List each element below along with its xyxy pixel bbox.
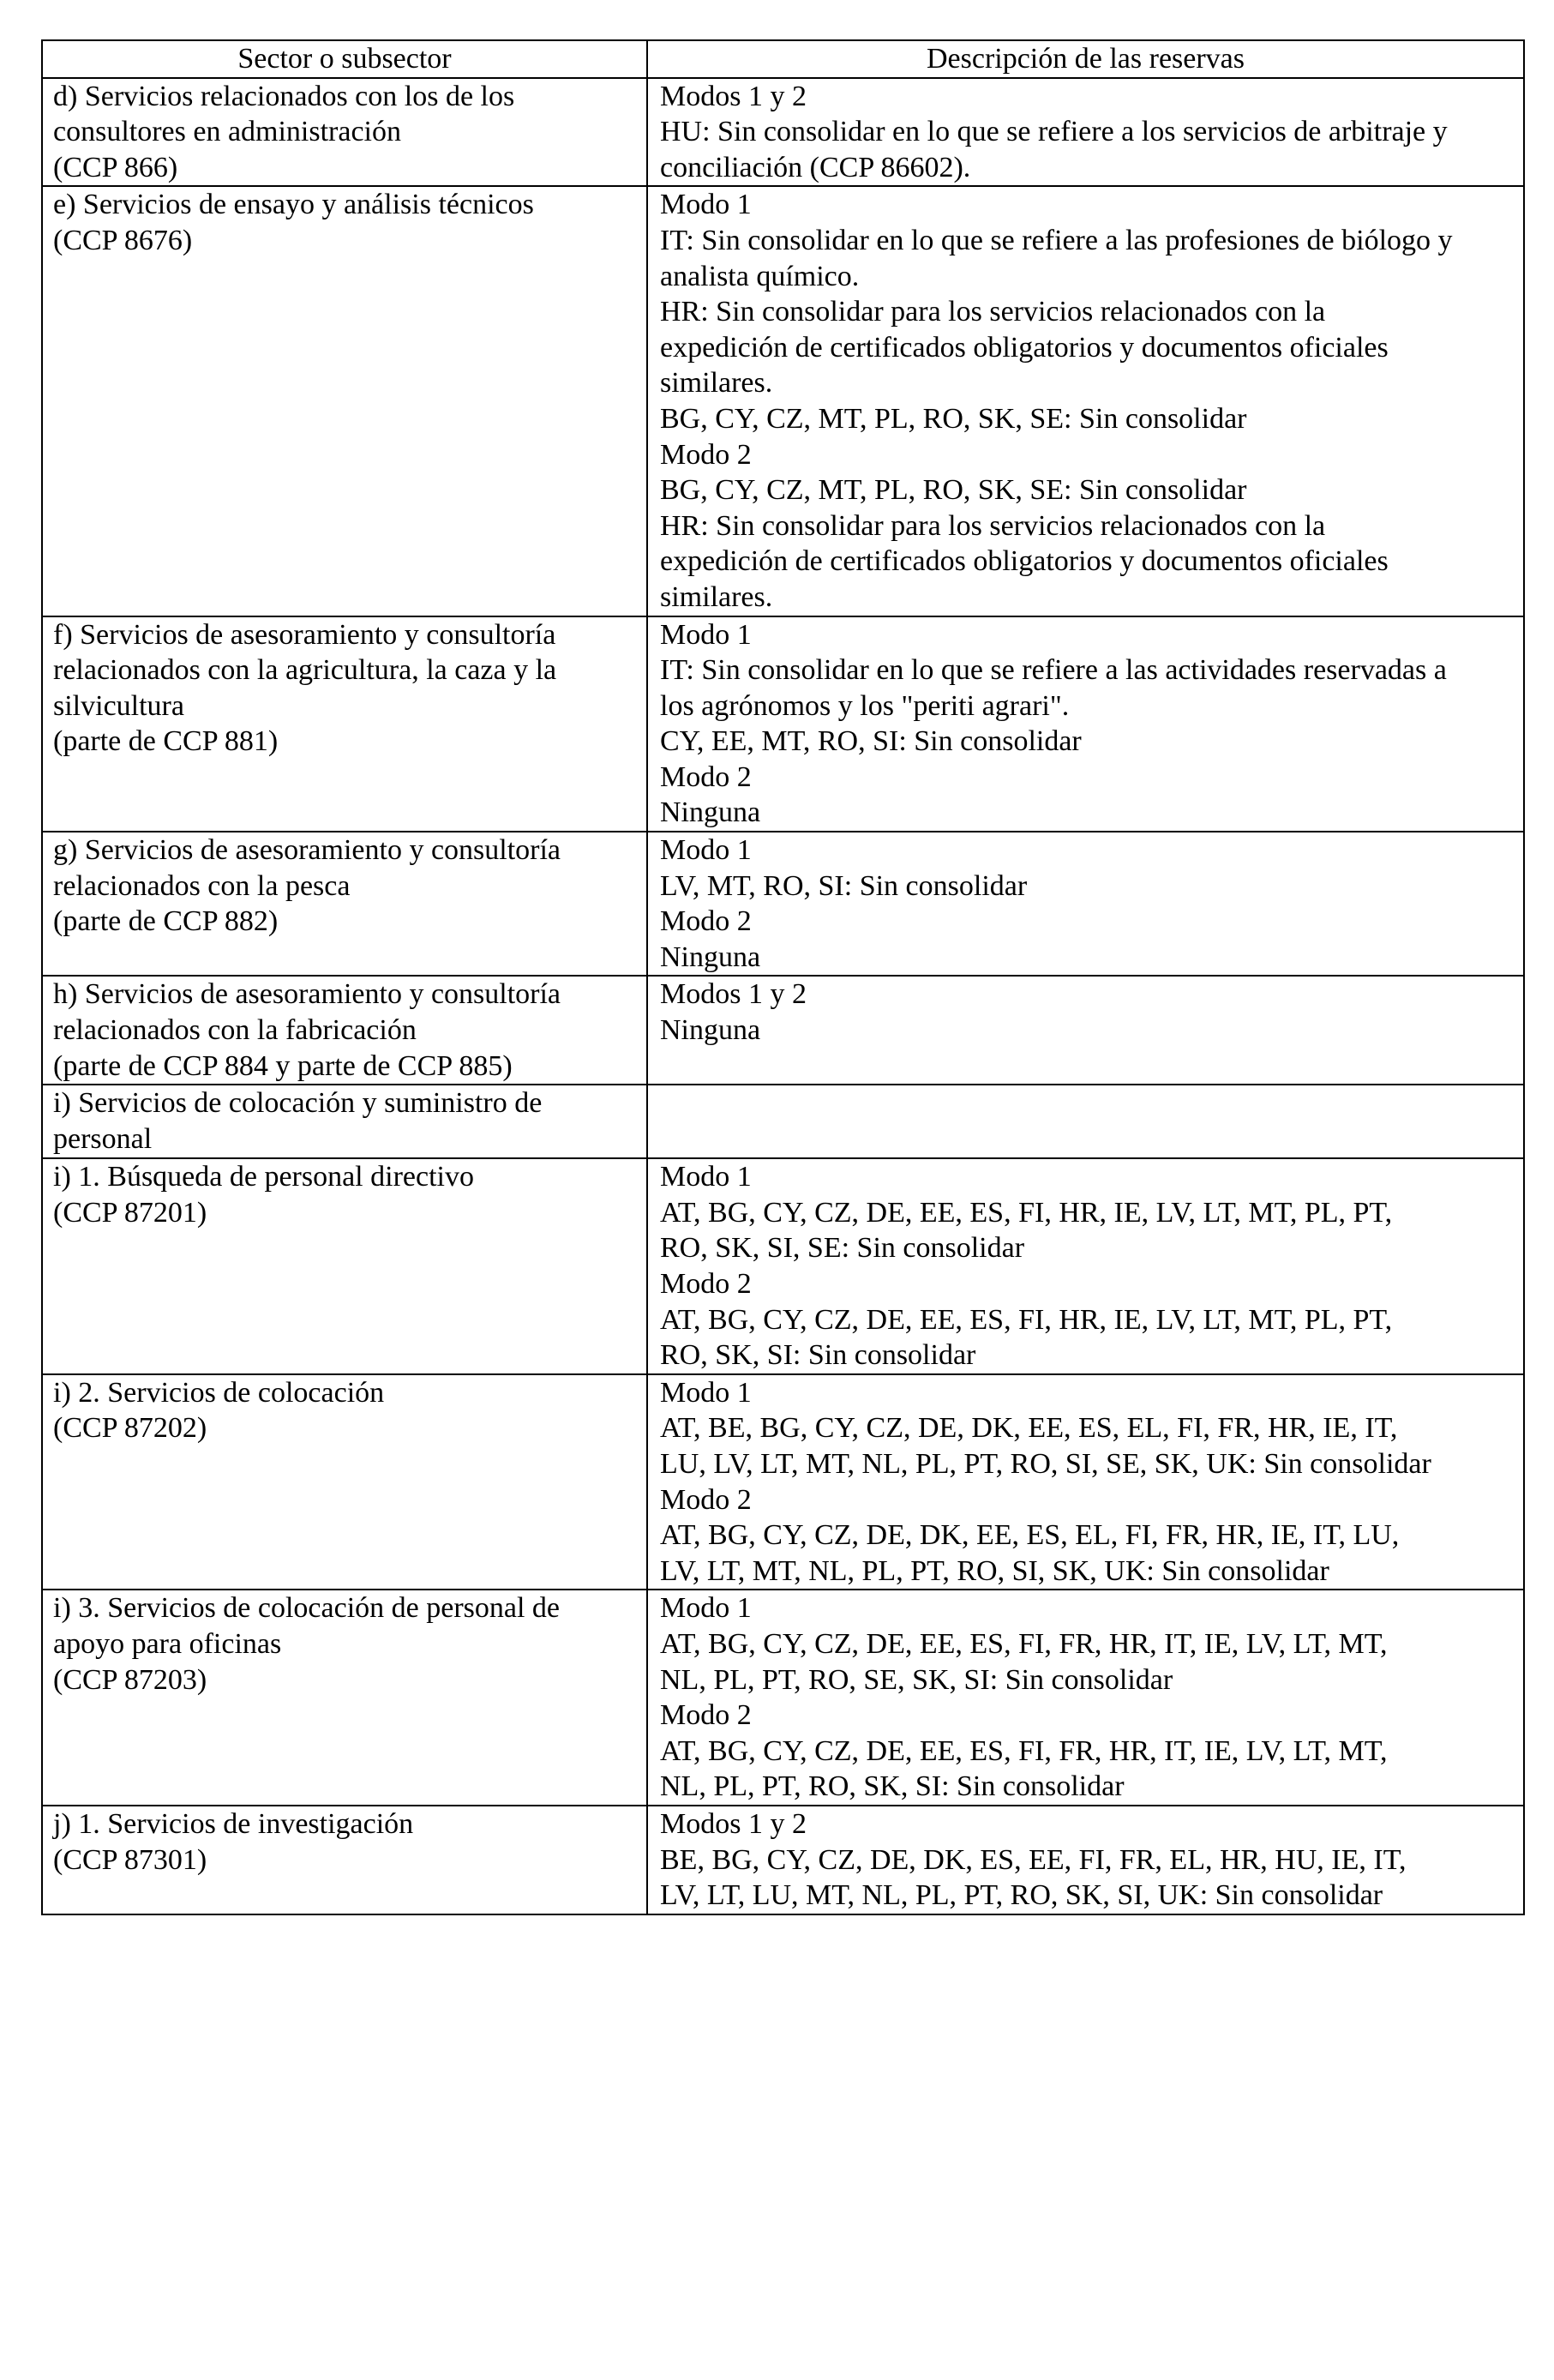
description-line: Modo 2 [660,905,752,938]
description-line: AT, BG, CY, CZ, DE, EE, ES, FI, FR, HR, IT, IE, LV, LT, MT, [660,1627,1388,1660]
table-row [42,1590,1524,1806]
description-line: AT, BG, CY, CZ, DE, EE, ES, FI, FR, HR, IT, IE, LV, LT, MT, [660,1734,1388,1767]
sector-line: i) 1. Búsqueda de personal directivo [53,1161,474,1193]
description-line: IT: Sin consolidar en lo que se refiere a las actividades reservadas a [660,654,1447,687]
sector-line: personal [53,1122,153,1155]
sector-cell [42,616,647,832]
description-line: Modo 2 [660,760,752,793]
description-line: Modo 2 [660,1699,752,1732]
description-line: AT, BG, CY, CZ, DE, EE, ES, FI, HR, IE, LV, LT, MT, PL, PT, [660,1196,1393,1229]
sector-cell [42,1374,647,1590]
sector-cell [42,78,647,187]
description-line: IT: Sin consolidar en lo que se refiere a las profesiones de biólogo y [660,224,1453,256]
sector-line: i) 2. Servicios de colocación [53,1376,385,1409]
sector-line: (parte de CCP 881) [53,725,279,758]
sector-line: (CCP 866) [53,151,178,183]
sector-cell [42,832,647,976]
description-line: conciliación (CCP 86602). [660,151,971,183]
sector-line: apoyo para oficinas [53,1627,282,1660]
table-row [42,1085,1524,1158]
description-line: Ninguna [660,941,761,973]
description-line: AT, BE, BG, CY, CZ, DE, DK, EE, ES, EL, FI, FR, HR, IE, IT, [660,1412,1398,1445]
description-cell [647,1085,1524,1158]
description-line: LV, LT, MT, NL, PL, PT, RO, SI, SK, UK: Sin consolidar [660,1554,1329,1587]
sector-line: relacionados con la agricultura, la caza y la [53,654,557,687]
description-line: NL, PL, PT, RO, SE, SK, SI: Sin consolidar [660,1663,1173,1696]
table-row [42,1158,1524,1374]
description-line: CY, EE, MT, RO, SI: Sin consolidar [660,725,1082,758]
column-header-description: Descripción de las reservas [647,40,1524,78]
sector-cell [42,1806,647,1914]
description-line: HR: Sin consolidar para los servicios relacionados con la [660,296,1326,328]
description-line: los agrónomos y los "periti agrari". [660,689,1070,722]
reservations-table [41,39,1525,1915]
table-row [42,1374,1524,1590]
description-line: Modos 1 y 2 [660,1807,807,1840]
sector-line: e) Servicios de ensayo y análisis técnicos [53,189,534,221]
description-line: LU, LV, LT, MT, NL, PL, PT, RO, SI, SE, SK, UK: Sin consolidar [660,1447,1431,1480]
sector-line: (CCP 87301) [53,1843,207,1876]
sector-cell [42,976,647,1085]
sector-line: h) Servicios de asesoramiento y consultoría [53,978,561,1011]
description-line: Modos 1 y 2 [660,978,807,1011]
description-line: Ninguna [660,1014,761,1047]
sector-line: g) Servicios de asesoramiento y consultoría [53,834,561,867]
description-line: Modo 1 [660,1161,752,1193]
description-line: Modo 1 [660,618,752,651]
description-cell [647,1158,1524,1374]
column-header-sector: Sector o subsector [42,40,647,78]
sector-cell [42,1158,647,1374]
description-line: Modo 2 [660,1268,752,1300]
sector-line: (parte de CCP 882) [53,905,279,938]
sector-line: silvicultura [53,689,184,722]
table-row [42,1806,1524,1914]
description-line: LV, LT, LU, MT, NL, PL, PT, RO, SK, SI, UK: Sin consolidar [660,1879,1383,1912]
sector-cell [42,186,647,616]
sector-cell [42,1085,647,1158]
sector-line: consultores en administración [53,116,402,148]
description-line: expedición de certificados obligatorios y documentos oficiales [660,545,1389,578]
sector-line: (CCP 8676) [53,224,193,256]
table-row [42,78,1524,187]
description-cell [647,1590,1524,1806]
description-line: AT, BG, CY, CZ, DE, EE, ES, FI, HR, IE, LV, LT, MT, PL, PT, [660,1303,1393,1336]
description-line: Modos 1 y 2 [660,80,807,112]
description-line: Modo 2 [660,438,752,471]
sector-line: (CCP 87203) [53,1663,207,1696]
table-row [42,186,1524,616]
description-cell [647,1806,1524,1914]
sector-line: j) 1. Servicios de investigación [53,1807,414,1840]
sector-line: i) Servicios de colocación y suministro de [53,1087,543,1120]
sector-line: i) 3. Servicios de colocación de personal de [53,1592,561,1625]
sector-line: relacionados con la fabricación [53,1014,417,1047]
description-cell [647,616,1524,832]
description-line: Modo 1 [660,1592,752,1625]
description-line: BE, BG, CY, CZ, DE, DK, ES, EE, FI, FR, EL, HR, HU, IE, IT, [660,1843,1407,1876]
description-cell [647,186,1524,616]
description-line: AT, BG, CY, CZ, DE, DK, EE, ES, EL, FI, FR, HR, IE, IT, LU, [660,1519,1400,1552]
description-cell [647,832,1524,976]
description-line: BG, CY, CZ, MT, PL, RO, SK, SE: Sin consolidar [660,402,1247,435]
description-line: Modo 1 [660,1376,752,1409]
description-line: HU: Sin consolidar en lo que se refiere a los servicios de arbitraje y [660,116,1448,148]
description-line: Modo 1 [660,189,752,221]
description-cell [647,78,1524,187]
sector-line: (CCP 87201) [53,1196,207,1229]
description-line: HR: Sin consolidar para los servicios relacionados con la [660,509,1326,542]
table-body [42,78,1524,1914]
description-cell [647,976,1524,1085]
sector-line: (CCP 87202) [53,1412,207,1445]
description-line: Modo 1 [660,834,752,867]
description-line: NL, PL, PT, RO, SK, SI: Sin consolidar [660,1770,1125,1803]
description-line: RO, SK, SI, SE: Sin consolidar [660,1232,1025,1265]
sector-line: relacionados con la pesca [53,869,351,902]
description-line: similares. [660,367,773,400]
description-line: expedición de certificados obligatorios y documentos oficiales [660,331,1389,364]
table-row [42,616,1524,832]
description-line: RO, SK, SI: Sin consolidar [660,1339,976,1372]
description-line: BG, CY, CZ, MT, PL, RO, SK, SE: Sin consolidar [660,474,1247,507]
description-line: analista químico. [660,260,860,292]
sector-line: (parte de CCP 884 y parte de CCP 885) [53,1049,513,1082]
description-line: LV, MT, RO, SI: Sin consolidar [660,869,1028,902]
description-cell [647,1374,1524,1590]
sector-cell [42,1590,647,1806]
sector-line: d) Servicios relacionados con los de los [53,80,515,112]
description-line: Ninguna [660,796,761,829]
description-line: Modo 2 [660,1483,752,1516]
table-row [42,832,1524,976]
sector-line: f) Servicios de asesoramiento y consultoría [53,618,556,651]
table-row [42,976,1524,1085]
description-line: similares. [660,580,773,613]
table-header-row [42,40,1524,78]
